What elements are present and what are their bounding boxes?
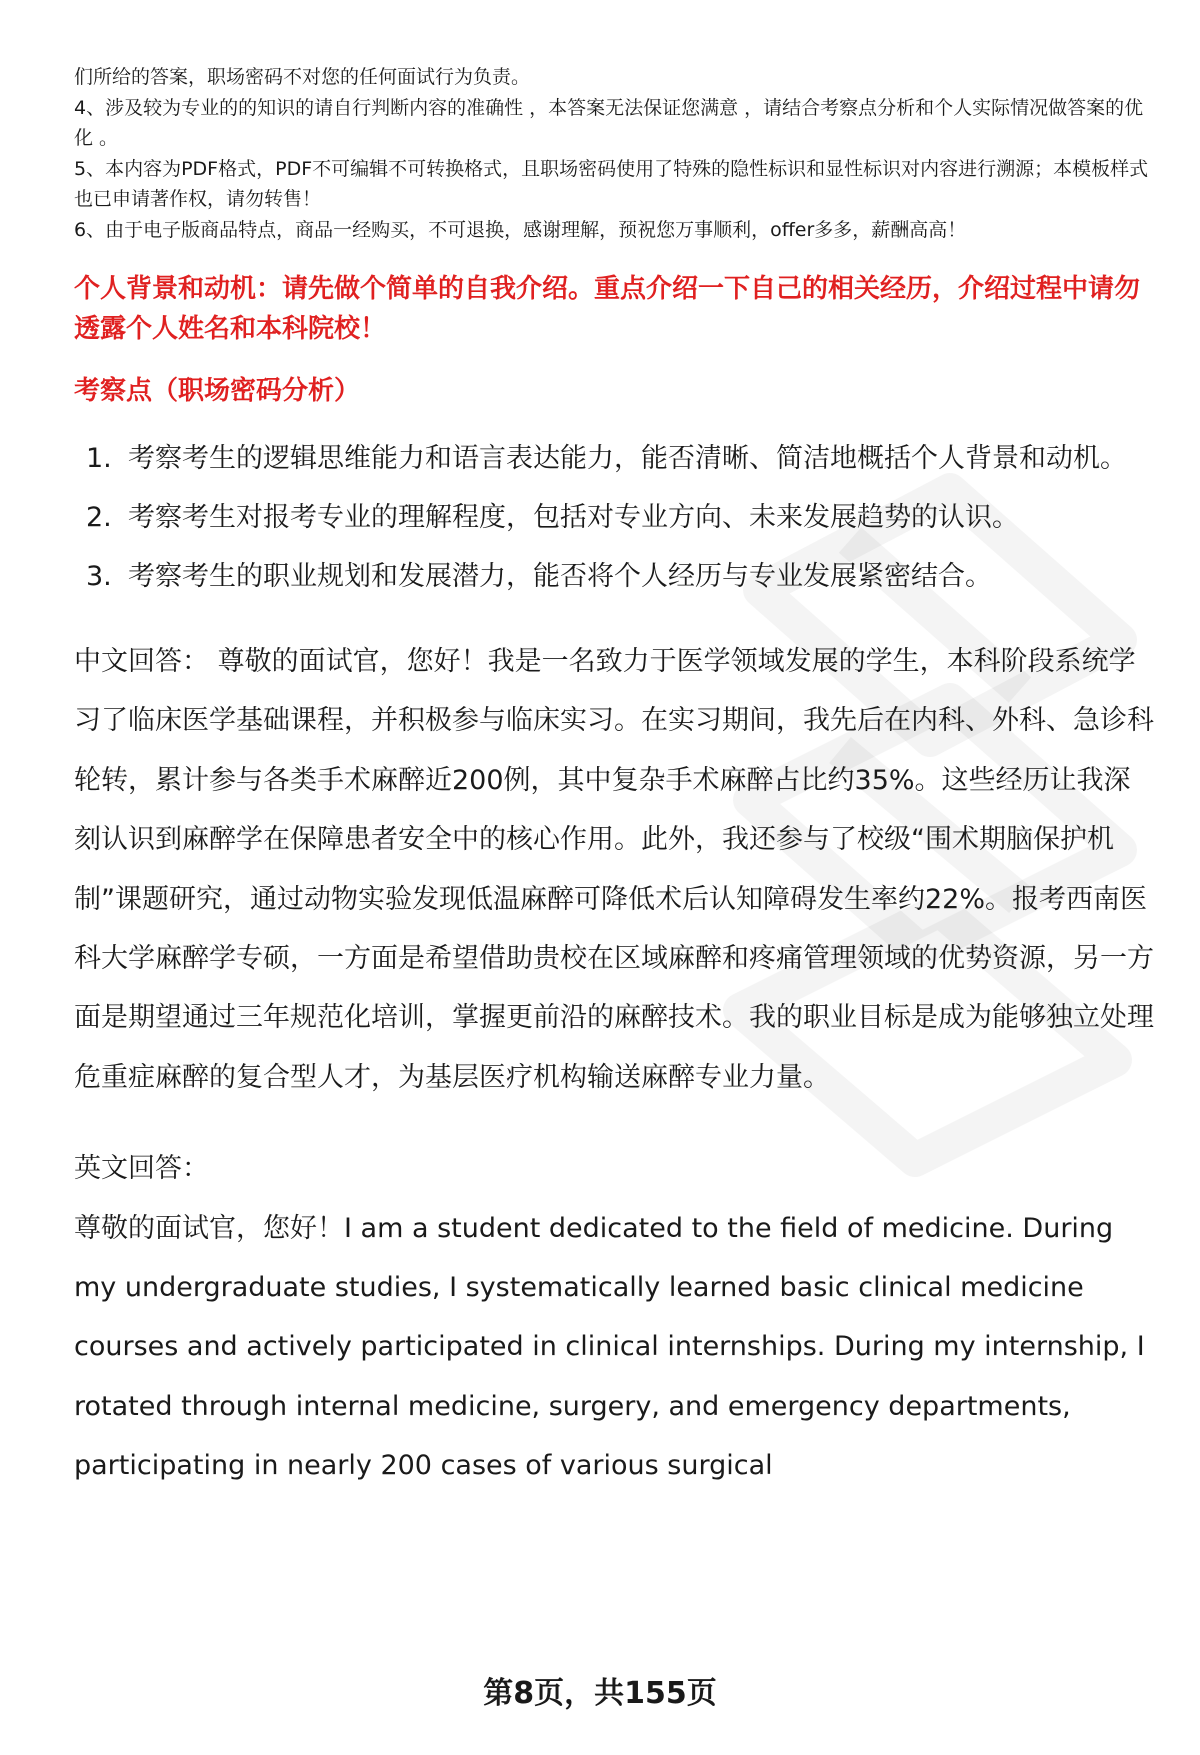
notice-line-2: 4、涉及较为专业的的知识的请自行判断内容的准确性 ，本答案无法保证您满意 ，请结合考察点分析和个人实际情况做答案的优化 。 <box>74 96 1144 149</box>
disclaimer-notice <box>74 62 1154 245</box>
analysis-point <box>74 488 1154 547</box>
english-answer-section <box>74 1139 1154 1495</box>
english-answer-label: 英文回答： <box>74 1153 209 1185</box>
notice-line-1: 们所给的答案，职场密码不对您的任何面试行为负责。 <box>74 66 531 88</box>
page-content <box>74 62 1154 1496</box>
english-answer-text: 尊敬的面试官，您好！I am a student dedicated to the field of medicine. During my undergraduate studies, I systematically learned basic clinical medicine courses and actively participated in clinical internships. During my internship, I rotated through internal medicine, surgery, and emergency departments, participating in nearly 200 cases of various surgical <box>74 1212 1145 1482</box>
analysis-point <box>74 547 1154 606</box>
point-text: 考察考生的职业规划和发展潜力，能否将个人经历与专业发展紧密结合。 <box>128 561 992 592</box>
analysis-points-list <box>74 429 1154 606</box>
point-text: 考察考生的逻辑思维能力和语言表达能力，能否清晰、简洁地概括个人背景和动机。 <box>128 443 1127 474</box>
point-number: 3. <box>86 561 112 592</box>
notice-line-4: 6、由于电子版商品特点，商品一经购买，不可退换，感谢理解，预祝您万事顺利，offer多多，薪酬高高！ <box>74 218 967 241</box>
point-text: 考察考生对报考专业的理解程度，包括对专业方向、未来发展趋势的认识。 <box>128 502 1019 533</box>
notice-line-3: 5、本内容为PDF格式，PDF不可编辑不可转换格式，且职场密码使用了特殊的隐性标识和显性标识对内容进行溯源；本模板样式也已申请著作权，请勿转售！ <box>74 157 1149 210</box>
point-number: 2. <box>86 502 112 533</box>
question-title: 个人背景和动机：请先做个简单的自我介绍。重点介绍一下自己的相关经历，介绍过程中请勿透露个人姓名和本科院校！ <box>74 274 1141 344</box>
chinese-answer: 中文回答： 尊敬的面试官，您好！我是一名致力于医学领域发展的学生，本科阶段系统学习了临床医学基础课程，并积极参与临床实习。在实习期间，我先后在内科、外科、急诊科轮转，累计参与各类手术麻醉近200例，其中复杂手术麻醉占比约35%。这些经历让我深刻认识到麻醉学在保障患者安全中的核心作用。此外，我还参与了校级“围术期脑保护机制”课题研究，通过动物实验发现低温麻醉可降低术后认知障碍发生率约22%。报考西南医科大学麻醉学专硕，一方面是希望借助贵校在区域麻醉和疼痛管理领域的优势资源，另一方面是期望通过三年规范化培训，掌握更前沿的麻醉技术。我的职业目标是成为能够独立处理危重症麻醉的复合型人才，为基层医疗机构输送麻醉专业力量。 <box>74 646 1154 1093</box>
point-number: 1. <box>86 443 112 474</box>
page-number-footer: 第8页，共155页 <box>483 1676 717 1711</box>
analysis-heading: 考察点（职场密码分析） <box>74 376 361 406</box>
analysis-point <box>74 429 1154 488</box>
